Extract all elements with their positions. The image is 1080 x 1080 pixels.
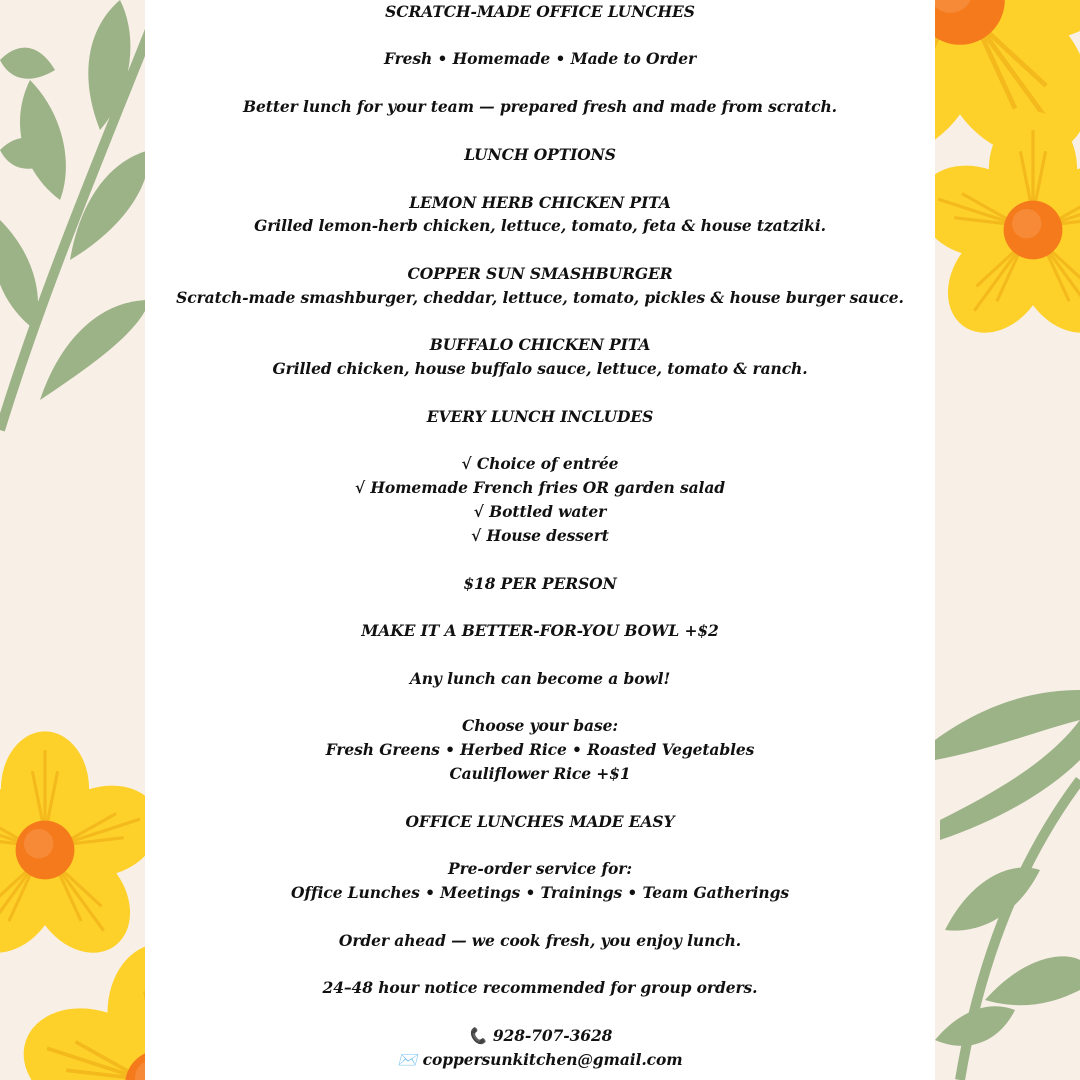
phone-icon: 📞	[467, 1026, 487, 1045]
intro-text: Better lunch for your team — prepared fresh and made from scratch.	[243, 97, 837, 116]
office-heading: OFFICE LUNCHES MADE EASY	[405, 812, 675, 831]
service-label: Pre-order service for:	[448, 859, 632, 878]
email-icon: ✉️	[397, 1050, 417, 1069]
base-label: Choose your base:	[462, 716, 618, 735]
office-tagline: Order ahead — we cook fresh, you enjoy lunch.	[338, 931, 742, 950]
lunch-item-name: COPPER SUN SMASHBURGER	[407, 264, 673, 283]
price: $18 PER PERSON	[463, 574, 617, 593]
includes-item: √ Choice of entrée	[461, 454, 619, 473]
lunch-item-name: LEMON HERB CHICKEN PITA	[409, 193, 671, 212]
page-title: SCRATCH-MADE OFFICE LUNCHES	[385, 2, 695, 21]
lunch-item-description: Grilled chicken, house buffalo sauce, lettuce, tomato & ranch.	[272, 359, 808, 378]
base-extra: Cauliflower Rice +$1	[449, 764, 631, 783]
phone-number[interactable]: 928-707-3628	[492, 1026, 613, 1045]
bowl-subheading: Any lunch can become a bowl!	[409, 669, 671, 688]
email-address[interactable]: coppersunkitchen@gmail.com	[422, 1050, 683, 1069]
bowl-heading: MAKE IT A BETTER-FOR-YOU BOWL +$2	[361, 621, 719, 640]
notice-text: 24–48 hour notice recommended for group orders.	[322, 978, 758, 997]
lunch-options-heading: LUNCH OPTIONS	[464, 145, 616, 164]
phone-line	[0, 1024, 1080, 1048]
includes-heading: EVERY LUNCH INCLUDES	[426, 407, 654, 426]
includes-item: √ Homemade French fries OR garden salad	[354, 478, 726, 497]
lunch-item-description: Grilled lemon-herb chicken, lettuce, tomato, feta & house tzatziki.	[254, 216, 826, 235]
lunch-item-name: BUFFALO CHICKEN PITA	[429, 335, 651, 354]
tagline: Fresh • Homemade • Made to Order	[383, 49, 697, 68]
email-line	[0, 1048, 1080, 1072]
includes-item: √ Bottled water	[473, 502, 607, 521]
service-list: Office Lunches • Meetings • Trainings • Team Gatherings	[291, 883, 789, 902]
lunch-item-description: Scratch-made smashburger, cheddar, lettuce, tomato, pickles & house burger sauce.	[176, 288, 904, 307]
base-options: Fresh Greens • Herbed Rice • Roasted Vegetables	[325, 740, 755, 759]
includes-item: √ House dessert	[471, 526, 609, 545]
